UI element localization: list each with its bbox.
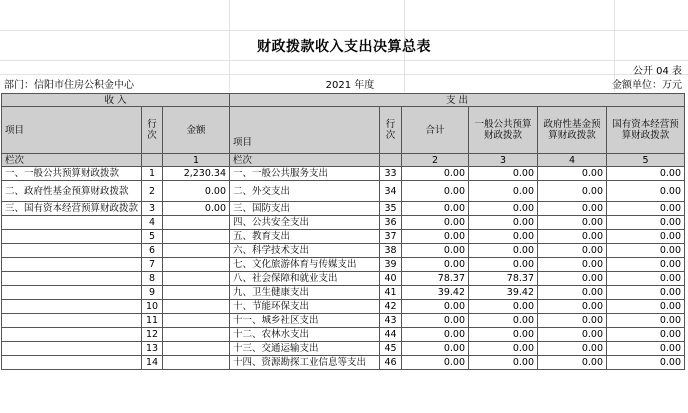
state-capital-cell: 0.00 — [607, 258, 685, 272]
index-state: 5 — [607, 154, 685, 167]
expense-line-cell: 36 — [380, 216, 402, 230]
total-cell: 0.00 — [402, 167, 469, 181]
income-line-cell: 13 — [142, 342, 163, 356]
income-line-cell: 2 — [142, 181, 163, 202]
index-blank — [380, 154, 402, 167]
fiscal-year: 2021 年度 — [325, 80, 375, 91]
index-amount: 1 — [163, 154, 230, 167]
expense-item-cell: 一、一般公共服务支出 — [230, 167, 380, 181]
total-cell: 0.00 — [402, 244, 469, 258]
expense-item-header: 项目 — [230, 107, 380, 154]
table-row — [2, 230, 685, 244]
income-item-cell — [2, 272, 142, 286]
general-budget-cell: 78.37 — [469, 272, 538, 286]
amount-unit: 金额单位：万元 — [612, 80, 682, 91]
expense-item-cell: 五、教育支出 — [230, 230, 380, 244]
total-cell: 0.00 — [402, 342, 469, 356]
income-line-cell: 12 — [142, 328, 163, 342]
state-capital-cell: 0.00 — [607, 244, 685, 258]
gov-fund-cell: 0.00 — [538, 258, 607, 272]
index-label: 栏次 — [2, 154, 142, 167]
grid-line — [0, 60, 688, 61]
expense-item-cell: 九、卫生健康支出 — [230, 286, 380, 300]
grid-line — [0, 30, 688, 31]
gov-fund-cell: 0.00 — [538, 342, 607, 356]
state-capital-cell: 0.00 — [607, 342, 685, 356]
total-cell: 0.00 — [402, 328, 469, 342]
expense-line-header: 行次 — [380, 107, 402, 154]
income-item-cell — [2, 300, 142, 314]
expense-item-cell: 七、文化旅游体育与传媒支出 — [230, 258, 380, 272]
gov-fund-cell: 0.00 — [538, 244, 607, 258]
table-row — [2, 258, 685, 272]
total-cell: 0.00 — [402, 314, 469, 328]
column-header-row — [2, 107, 685, 154]
expense-item-cell: 四、公共安全支出 — [230, 216, 380, 230]
general-budget-cell: 0.00 — [469, 230, 538, 244]
income-amount-cell — [163, 342, 230, 356]
general-budget-cell: 0.00 — [469, 167, 538, 181]
general-budget-header: 一般公共预算财政拨款 — [469, 107, 538, 154]
expense-item-cell: 六、科学技术支出 — [230, 244, 380, 258]
income-amount-cell — [163, 272, 230, 286]
state-capital-cell: 0.00 — [607, 230, 685, 244]
table-row — [2, 328, 685, 342]
department-label: 部门：信阳市住房公积金中心 — [4, 80, 134, 91]
expense-line-cell: 44 — [380, 328, 402, 342]
table-row — [2, 216, 685, 230]
gov-fund-cell: 0.00 — [538, 230, 607, 244]
state-capital-cell: 0.00 — [607, 314, 685, 328]
state-capital-header: 国有资本经营预算财政拨款 — [607, 107, 685, 154]
income-item-cell — [2, 244, 142, 258]
income-amount-cell: 2,230.34 — [163, 167, 230, 181]
expense-line-cell: 38 — [380, 244, 402, 258]
general-budget-cell: 0.00 — [469, 244, 538, 258]
income-line-cell: 7 — [142, 258, 163, 272]
expense-section-header: 支 出 — [230, 94, 685, 107]
income-amount-cell — [163, 328, 230, 342]
total-cell: 0.00 — [402, 300, 469, 314]
gov-fund-cell: 0.00 — [538, 167, 607, 181]
state-capital-cell: 0.00 — [607, 216, 685, 230]
general-budget-cell: 0.00 — [469, 314, 538, 328]
income-amount-cell: 0.00 — [163, 202, 230, 216]
index-total: 2 — [402, 154, 469, 167]
total-cell: 39.42 — [402, 286, 469, 300]
income-line-cell: 14 — [142, 356, 163, 370]
income-line-cell: 6 — [142, 244, 163, 258]
income-item-header: 项目 — [2, 107, 142, 154]
state-capital-cell: 0.00 — [607, 167, 685, 181]
table-row — [2, 244, 685, 258]
income-item-cell — [2, 342, 142, 356]
form-number: 公开 04 表 — [632, 66, 682, 77]
income-amount-cell — [163, 230, 230, 244]
expense-line-cell: 41 — [380, 286, 402, 300]
income-line-cell: 4 — [142, 216, 163, 230]
index-gov: 4 — [538, 154, 607, 167]
gov-fund-header: 政府性基金预算财政拨款 — [538, 107, 607, 154]
income-amount-cell — [163, 356, 230, 370]
gov-fund-cell: 0.00 — [538, 181, 607, 202]
table-row — [2, 167, 685, 181]
income-line-header: 行次 — [142, 107, 163, 154]
general-budget-cell: 39.42 — [469, 286, 538, 300]
table-row — [2, 356, 685, 370]
income-amount-cell — [163, 286, 230, 300]
income-line-cell: 8 — [142, 272, 163, 286]
gov-fund-cell: 0.00 — [538, 272, 607, 286]
table-row — [2, 314, 685, 328]
expense-item-cell: 三、国防支出 — [230, 202, 380, 216]
income-item-cell: 二、政府性基金预算财政拨款 — [2, 181, 142, 202]
section-header-row — [2, 94, 685, 107]
table-row — [2, 181, 685, 202]
income-section-header: 收 入 — [2, 94, 230, 107]
general-budget-cell: 0.00 — [469, 300, 538, 314]
income-amount-cell: 0.00 — [163, 181, 230, 202]
total-cell: 78.37 — [402, 272, 469, 286]
state-capital-cell: 0.00 — [607, 181, 685, 202]
general-budget-cell: 0.00 — [469, 202, 538, 216]
table-row — [2, 300, 685, 314]
gov-fund-cell: 0.00 — [538, 216, 607, 230]
table-row — [2, 272, 685, 286]
expense-line-cell: 34 — [380, 181, 402, 202]
expense-item-cell: 二、外交支出 — [230, 181, 380, 202]
general-budget-cell: 0.00 — [469, 328, 538, 342]
general-budget-cell: 0.00 — [469, 356, 538, 370]
income-line-cell: 1 — [142, 167, 163, 181]
expense-line-cell: 35 — [380, 202, 402, 216]
table-row — [2, 202, 685, 216]
expense-item-cell: 八、社会保障和就业支出 — [230, 272, 380, 286]
index-general: 3 — [469, 154, 538, 167]
income-line-cell: 9 — [142, 286, 163, 300]
income-amount-header: 金额 — [163, 107, 230, 154]
income-line-cell: 11 — [142, 314, 163, 328]
grid-line — [0, 74, 688, 75]
budget-table — [1, 93, 685, 370]
income-item-cell — [2, 230, 142, 244]
income-item-cell — [2, 286, 142, 300]
total-cell: 0.00 — [402, 230, 469, 244]
general-budget-cell: 0.00 — [469, 216, 538, 230]
expense-item-cell: 十三、交通运输支出 — [230, 342, 380, 356]
report-title: 财政拨款收入支出决算总表 — [257, 39, 431, 55]
income-item-cell — [2, 216, 142, 230]
general-budget-cell: 0.00 — [469, 258, 538, 272]
state-capital-cell: 0.00 — [607, 272, 685, 286]
total-cell: 0.00 — [402, 258, 469, 272]
gov-fund-cell: 0.00 — [538, 286, 607, 300]
state-capital-cell: 0.00 — [607, 202, 685, 216]
expense-item-cell: 十、节能环保支出 — [230, 300, 380, 314]
income-item-cell — [2, 356, 142, 370]
state-capital-cell: 0.00 — [607, 300, 685, 314]
income-amount-cell — [163, 244, 230, 258]
state-capital-cell: 0.00 — [607, 356, 685, 370]
expense-line-cell: 39 — [380, 258, 402, 272]
index-exp-label: 栏次 — [230, 154, 380, 167]
state-capital-cell: 0.00 — [607, 328, 685, 342]
gov-fund-cell: 0.00 — [538, 202, 607, 216]
income-item-cell — [2, 314, 142, 328]
total-cell: 0.00 — [402, 216, 469, 230]
expense-line-cell: 37 — [380, 230, 402, 244]
gov-fund-cell: 0.00 — [538, 328, 607, 342]
gov-fund-cell: 0.00 — [538, 356, 607, 370]
table-row — [2, 342, 685, 356]
expense-item-cell: 十四、资源勘探工业信息等支出 — [230, 356, 380, 370]
income-line-cell: 3 — [142, 202, 163, 216]
income-amount-cell — [163, 216, 230, 230]
expense-item-cell: 十二、农林水支出 — [230, 328, 380, 342]
expense-line-cell: 43 — [380, 314, 402, 328]
total-cell: 0.00 — [402, 356, 469, 370]
income-amount-cell — [163, 300, 230, 314]
expense-item-cell: 十一、城乡社区支出 — [230, 314, 380, 328]
expense-line-cell: 45 — [380, 342, 402, 356]
income-item-cell: 三、国有资本经营预算财政拨款 — [2, 202, 142, 216]
expense-line-cell: 42 — [380, 300, 402, 314]
gov-fund-cell: 0.00 — [538, 314, 607, 328]
total-header: 合计 — [402, 107, 469, 154]
index-blank — [142, 154, 163, 167]
expense-line-cell: 33 — [380, 167, 402, 181]
income-line-cell: 5 — [142, 230, 163, 244]
income-item-cell: 一、一般公共预算财政拨款 — [2, 167, 142, 181]
state-capital-cell: 0.00 — [607, 286, 685, 300]
general-budget-cell: 0.00 — [469, 181, 538, 202]
total-cell: 0.00 — [402, 181, 469, 202]
index-row — [2, 154, 685, 167]
table-row — [2, 286, 685, 300]
income-amount-cell — [163, 258, 230, 272]
general-budget-cell: 0.00 — [469, 342, 538, 356]
income-item-cell — [2, 258, 142, 272]
income-line-cell: 10 — [142, 300, 163, 314]
total-cell: 0.00 — [402, 202, 469, 216]
expense-line-cell: 40 — [380, 272, 402, 286]
income-item-cell — [2, 328, 142, 342]
expense-line-cell: 46 — [380, 356, 402, 370]
gov-fund-cell: 0.00 — [538, 300, 607, 314]
income-amount-cell — [163, 314, 230, 328]
